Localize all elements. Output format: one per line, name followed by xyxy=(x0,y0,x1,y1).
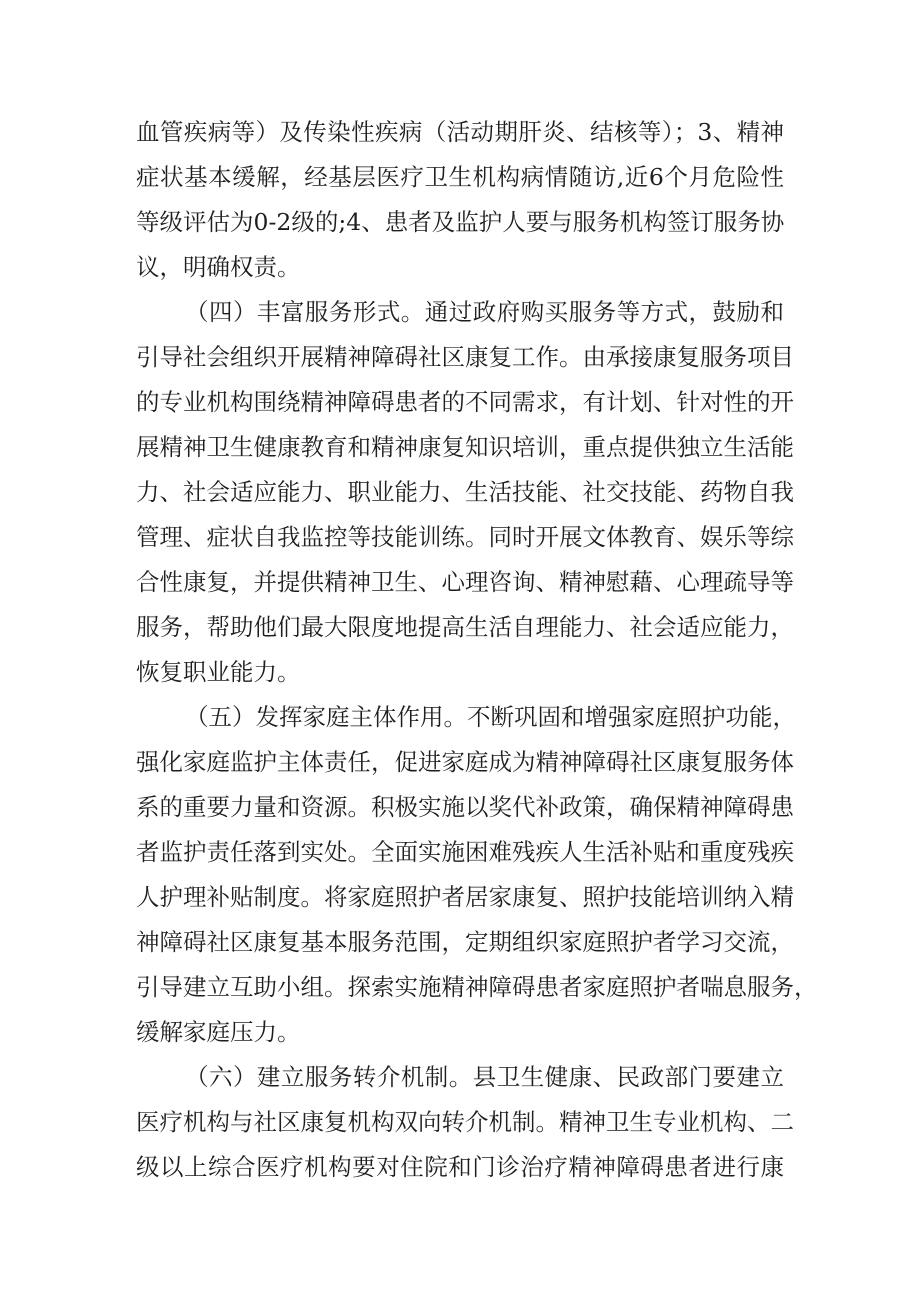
text-line: 症状基本缓解，经基层医疗卫生机构病情随访,近6个月危险性 xyxy=(136,163,784,191)
paragraph-heading-line: （六）建立服务转介机制。县卫生健康、民政部门要建立 xyxy=(185,1063,784,1091)
paragraph-heading-line: （四）丰富服务形式。通过政府购买服务等方式，鼓励和 xyxy=(185,298,784,326)
text-line: 级以上综合医疗机构要对住院和门诊治疗精神障碍患者进行康 xyxy=(136,1153,784,1181)
text-line: 等级评估为0-2级的;4、患者及监护人要与服务机构签订服务协 xyxy=(136,208,785,236)
text-line: 者监护责任落到实处。全面实施困难残疾人生活补贴和重度残疾 xyxy=(136,838,794,866)
text-line: 系的重要力量和资源。积极实施以奖代补政策，确保精神障碍患 xyxy=(136,793,794,821)
text-line: 恢复职业能力。 xyxy=(136,658,301,686)
text-line: 血管疾病等）及传染性疾病（活动期肝炎、结核等）；3、精神 xyxy=(136,118,784,146)
text-line: 的专业机构围绕精神障碍患者的不同需求，有计划、针对性的开 xyxy=(136,388,794,416)
text-line: 议，明确权责。 xyxy=(136,253,301,281)
text-line: 缓解家庭压力。 xyxy=(136,1018,301,1046)
text-line: 神障碍社区康复基本服务范围，定期组织家庭照护者学习交流， xyxy=(136,928,794,956)
text-line: 强化家庭监护主体责任，促进家庭成为精神障碍社区康复服务体 xyxy=(136,748,794,776)
text-line: 引导建立互助小组。探索实施精神障碍患者家庭照护者喘息服务， xyxy=(136,973,818,1001)
text-line: 服务，帮助他们最大限度地提高生活自理能力、社会适应能力， xyxy=(136,613,794,641)
text-line: 医疗机构与社区康复机构双向转介机制。精神卫生专业机构、二 xyxy=(136,1108,794,1136)
text-line: 管理、症状自我监控等技能训练。同时开展文体教育、娱乐等综 xyxy=(136,523,794,551)
text-line: 人护理补贴制度。将家庭照护者居家康复、照护技能培训纳入精 xyxy=(136,883,794,911)
text-line: 展精神卫生健康教育和精神康复知识培训，重点提供独立生活能 xyxy=(136,433,794,461)
paragraph-heading-line: （五）发挥家庭主体作用。不断巩固和增强家庭照护功能， xyxy=(185,703,796,731)
text-line: 力、社会适应能力、职业能力、生活技能、社交技能、药物自我 xyxy=(136,478,794,506)
text-line: 合性康复，并提供精神卫生、心理咨询、精神慰藉、心理疏导等 xyxy=(136,568,794,596)
text-line: 引导社会组织开展精神障碍社区康复工作。由承接康复服务项目 xyxy=(136,343,794,371)
